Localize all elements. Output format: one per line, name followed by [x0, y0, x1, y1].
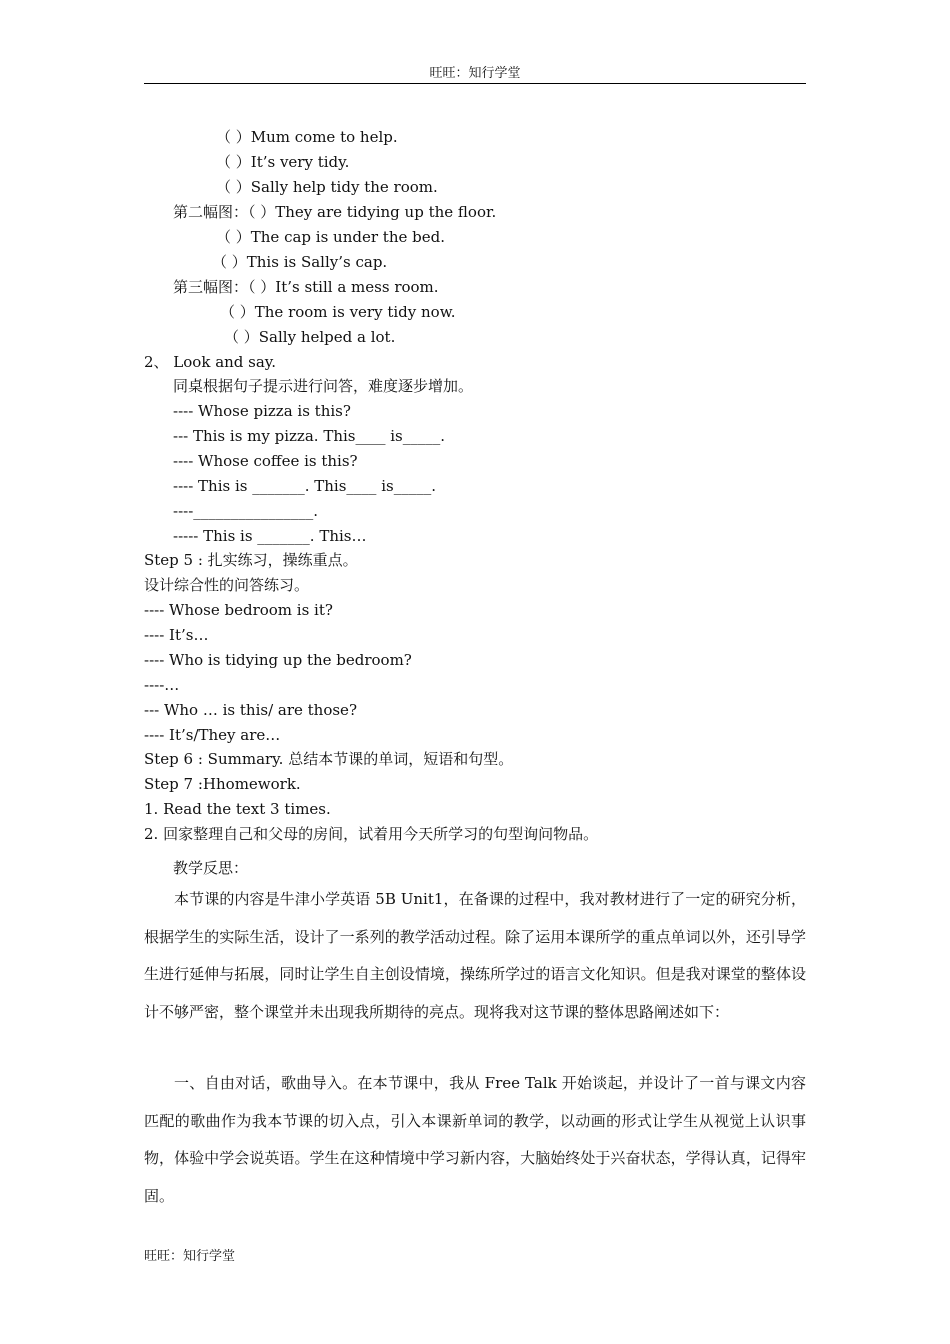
option-line: （ ）The room is very tidy now. [220, 303, 456, 321]
header-rule [144, 83, 806, 84]
step-6-heading: Step 6 : Summary. 总结本节课的单词，短语和句型。 [144, 750, 514, 768]
dialog-line: ---- It’s/They are… [144, 726, 281, 744]
dialog-line: ---- It’s… [144, 626, 209, 644]
instruction-line: 设计综合性的问答练习。 [144, 576, 310, 594]
step-7-heading: Step 7 :Hhomework. [144, 775, 301, 793]
dialog-line: ----… [144, 676, 180, 694]
reflection-paragraph: 一、自由对话，歌曲导入。在本节课中，我从 Free Talk 开始谈起，并设计了一首与课文内容匹配的歌曲作为我本节课的切入点，引入本课新单词的教学，以动画的形式让学生从视觉上认识事物，体验中学会说英语。学生在这种情境中学习新内容，大脑始终处于兴奋状态，学得认真，记得牢固。 [144, 1074, 806, 1205]
reflection-paragraph: 本节课的内容是牛津小学英语 5B Unit1，在备课的过程中，我对教材进行了一定的研究分析，根据学生的实际生活，设计了一系列的教学活动过程。除了运用本课所学的重点单词以外，还引导学生进行延伸与拓展，同时让学生自主创设情境，操练所学过的语言文化知识。但是我对课堂的整体设计不够严密，整个课堂并未出现我所期待的亮点。现将我对这节课的整体思路阐述如下： [144, 890, 806, 1021]
step-5-heading: Step 5 : 扎实练习，操练重点。 [144, 551, 358, 569]
picture-3-line: 第三幅图：（ ）It’s still a mess room. [173, 278, 439, 296]
dialog-line: ---- This is _______. This____ is_____. [173, 477, 436, 495]
option-line: （ ）Sally helped a lot. [224, 328, 396, 346]
dialog-line: --- Who … is this/ are those? [144, 701, 357, 719]
reflection-heading: 教学反思： [173, 859, 249, 877]
option-line: （ ）This is Sally’s cap. [212, 253, 388, 271]
option-line: （ ）Sally help tidy the room. [216, 178, 438, 196]
page-footer: 旺旺：知行学堂 [144, 1249, 236, 1264]
option-line: （ ）It’s very tidy. [216, 153, 350, 171]
section-heading: 2、 Look and say. [144, 353, 277, 371]
dialog-line: ---- Who is tidying up the bedroom? [144, 651, 412, 669]
dialog-line: --- This is my pizza. This____ is_____. [173, 427, 446, 445]
page-header: 旺旺：知行学堂 [429, 66, 521, 81]
homework-item: 2. 回家整理自己和父母的房间，试着用今天所学习的句型询问物品。 [144, 825, 599, 843]
picture-2-line: 第二幅图：（ ）They are tidying up the floor. [173, 203, 497, 221]
dialog-line: ----________________. [173, 502, 319, 520]
dialog-line: ---- Whose coffee is this? [173, 452, 358, 470]
dialog-line: ---- Whose pizza is this? [173, 402, 351, 420]
instruction-line: 同桌根据句子提示进行问答，难度逐步增加。 [173, 377, 474, 395]
option-line: （ ）Mum come to help. [216, 128, 398, 146]
option-line: （ ）The cap is under the bed. [216, 228, 445, 246]
homework-item: 1. Read the text 3 times. [144, 800, 331, 818]
dialog-line: ---- Whose bedroom is it? [144, 601, 333, 619]
dialog-line: ----- This is _______. This… [173, 527, 367, 545]
